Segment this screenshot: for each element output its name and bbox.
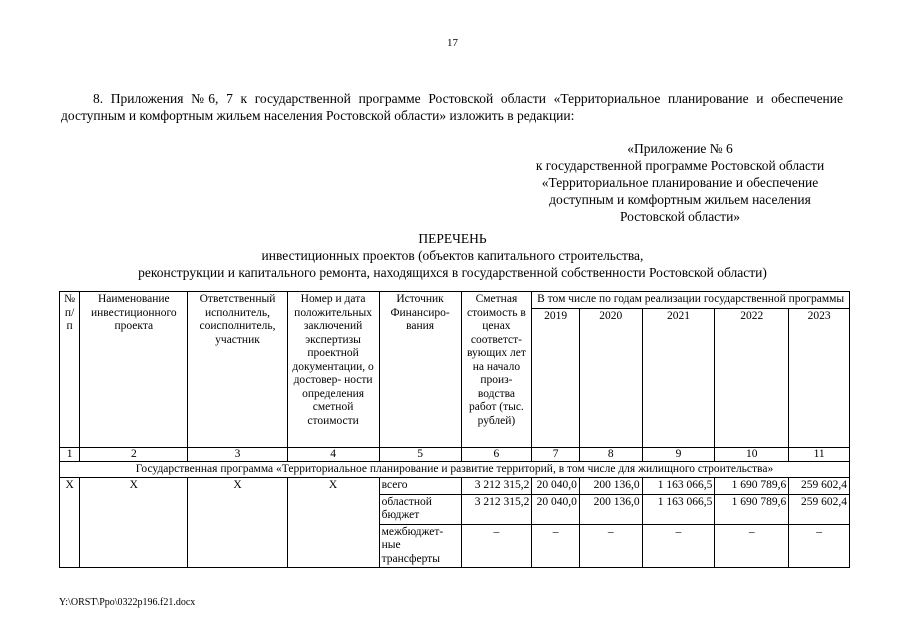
index-cell: 6 [461,447,532,461]
appendix-line: «Приложение № 6 [627,141,733,156]
value-cell: 259 602,4 [789,478,850,495]
heading-title: ПЕРЕЧЕНЬ [418,231,487,246]
table-index-row [60,447,850,461]
value-cell: – [461,524,532,568]
projects-table-wrapper [59,291,850,568]
value-cell: 1 690 789,6 [715,494,789,524]
value-cell: 1 163 066,5 [642,478,715,495]
value-cell: – [532,524,580,568]
index-cell: 7 [532,447,580,461]
index-cell: 3 [188,447,287,461]
index-cell: 9 [642,447,715,461]
appendix-line: к государственной программе Ростовской области [535,158,825,173]
table-header-row [60,292,850,309]
intro-paragraph: 8. Приложения №6, 7 к государственной программе Ростовской области «Территориальное планирование и обеспечение доступным и комфортным жильем населения Ростовской области» изложить в редакции: [61,91,843,123]
appendix-line: «Территориальное планирование и обеспечение [541,175,819,190]
value-cell: 20 040,0 [532,494,580,524]
mark-cell: X [188,478,287,568]
header-cell-year: 2022 [715,308,789,447]
mark-cell: X [287,478,379,568]
value-cell: – [579,524,642,568]
projects-table [59,291,850,568]
section-row [60,461,850,478]
header-cell-expertise: Номер и дата положительных заключений экспертизы проектной документации, о достовер- ности определения сметной стоимости [287,292,379,448]
footer-file-path: Y:\ORST\Ppo\0322p196.f21.docx [59,597,196,608]
heading-subtitle-line: реконструкции и капитального ремонта, находящихся в государственной собственности Ростовской области) [138,265,767,280]
section-title: Государственная программа «Территориальное планирование и развитие территорий, в том числе для жилищного строительства» [60,461,850,478]
value-cell: 1 163 066,5 [642,494,715,524]
header-cell-year: 2021 [642,308,715,447]
header-cell-year: 2019 [532,308,580,447]
mark-cell: X [80,478,188,568]
header-cell-year: 2023 [789,308,850,447]
value-cell: 3 212 315,2 [461,494,532,524]
index-cell: 5 [379,447,461,461]
funding-source-cell: межбюджет- ные трансферты [379,524,461,568]
value-cell: – [789,524,850,568]
header-cell-funding-source: Источник Финансиро- вания [379,292,461,448]
header-cell-number: № п/п [60,292,80,448]
mark-cell: X [60,478,80,568]
appendix-line: доступным и комфортным жильем населения [549,192,811,207]
value-cell: 1 690 789,6 [715,478,789,495]
index-cell: 4 [287,447,379,461]
value-cell: 259 602,4 [789,494,850,524]
value-cell: 3 212 315,2 [461,478,532,495]
index-cell: 8 [579,447,642,461]
index-cell: 10 [715,447,789,461]
header-cell-executor: Ответственный исполнитель, соисполнитель, участник [188,292,287,448]
header-cell-year: 2020 [579,308,642,447]
value-cell: – [642,524,715,568]
value-cell: 20 040,0 [532,478,580,495]
funding-source-cell: областной бюджет [379,494,461,524]
index-cell: 11 [789,447,850,461]
value-cell: 200 136,0 [579,494,642,524]
index-cell: 1 [60,447,80,461]
funding-source-cell: всего [379,478,461,495]
appendix-line: Ростовской области» [619,209,741,224]
header-cell-estimated-cost: Сметная стоимость в ценах соответст- вующих лет на начало произ- водства работ (тыс. рублей) [461,292,532,448]
page-number: 17 [447,37,458,49]
value-cell: 200 136,0 [579,478,642,495]
index-cell: 2 [80,447,188,461]
value-cell: – [715,524,789,568]
header-cell-years-group: В том числе по годам реализации государственной программы [532,292,850,309]
appendix-block [500,140,860,225]
table-row [60,478,850,495]
heading-subtitle-line: инвестиционных проектов (объектов капитального строительства, [261,248,644,263]
document-heading [0,230,905,281]
header-cell-project-name: Наименование инвестиционного проекта [80,292,188,448]
